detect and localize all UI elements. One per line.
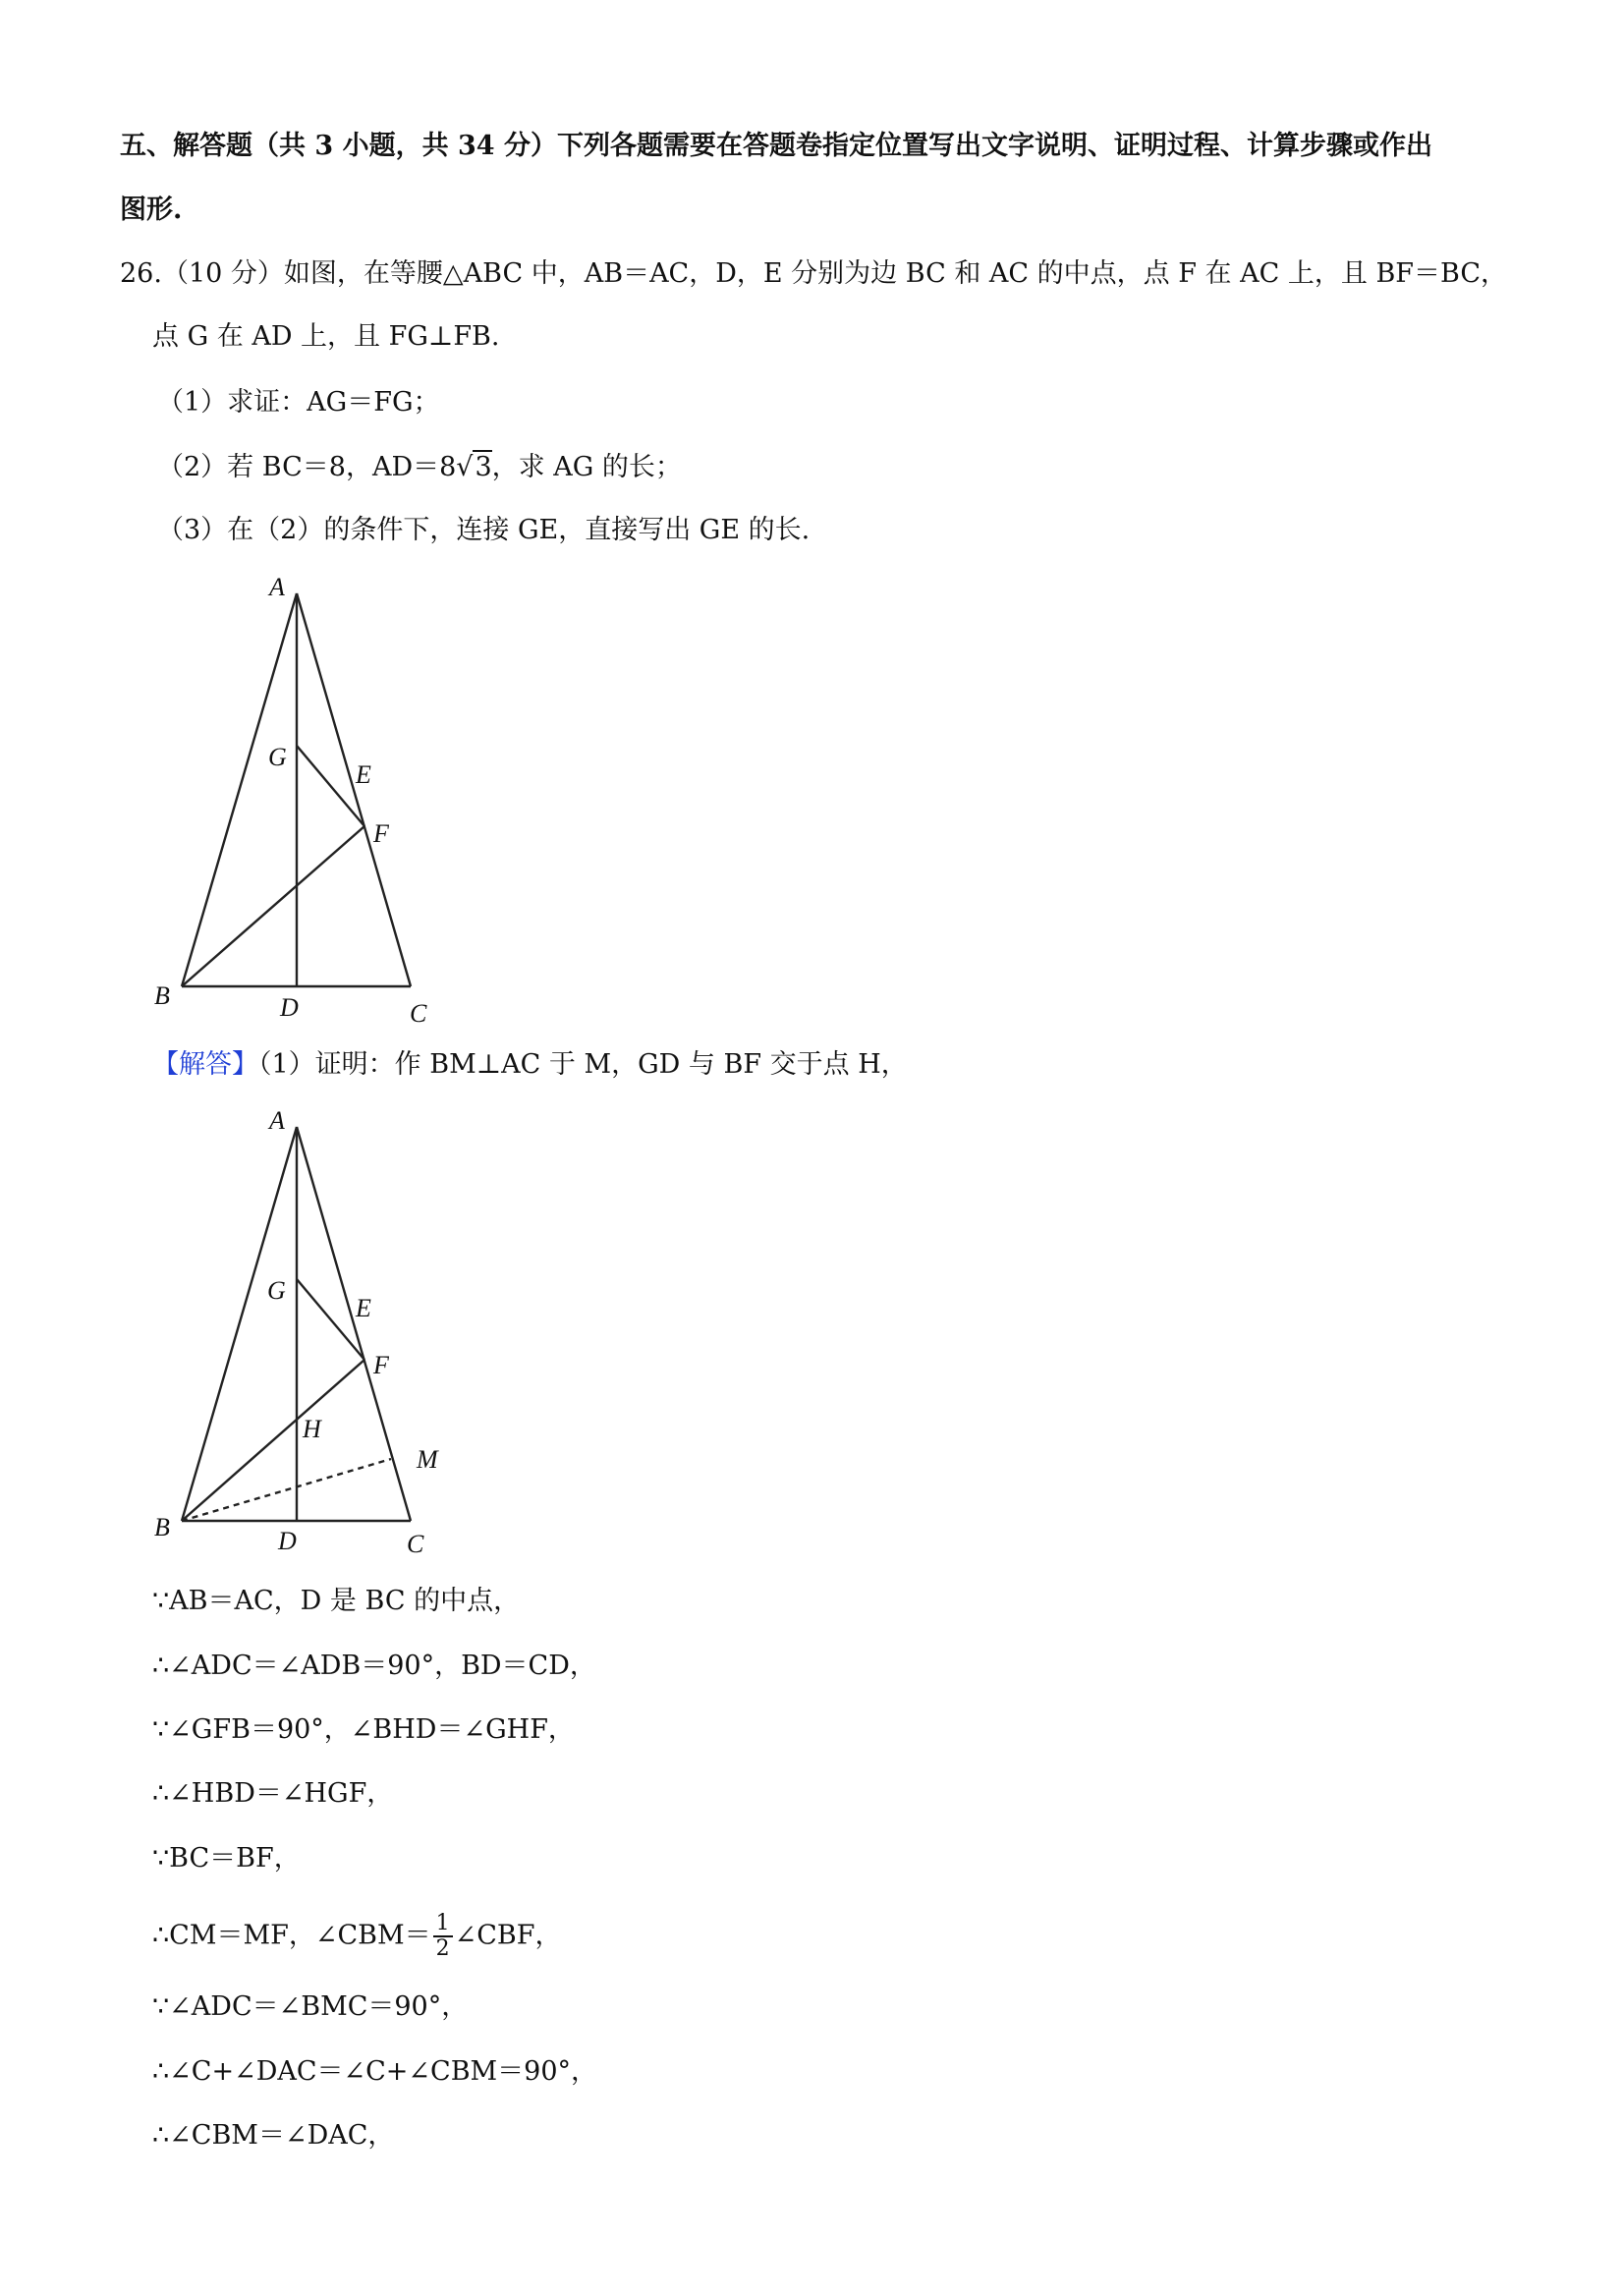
segment-bf: [182, 1360, 364, 1521]
label-a: A: [269, 573, 285, 601]
segment-bm-dashed: [182, 1459, 391, 1521]
question-2-text-end: ，求 AG 的长；: [491, 452, 682, 482]
proof-step-8: ∴∠C+∠DAC＝∠C+∠CBM＝90°，: [152, 2056, 598, 2087]
proof-step-2: ∴∠ADC＝∠ADB＝90°，BD＝CD，: [152, 1651, 596, 1681]
label-c: C: [407, 1530, 424, 1558]
label-e: E: [356, 760, 371, 789]
label-b: B: [154, 981, 170, 1010]
problem-statement-line2: 点 G 在 AD 上，且 FG⊥FB.: [152, 321, 500, 352]
proof-step-5: ∵BC＝BF，: [152, 1843, 301, 1874]
answer-tag: 【解答】: [152, 1049, 258, 1080]
label-h: H: [303, 1415, 321, 1443]
label-d: D: [280, 993, 299, 1022]
sqrt-radicand: 3: [475, 452, 492, 482]
section-header-line1: 五、解答题（共 3 小题，共 34 分）下列各题需要在答题卷指定位置写出文字说明、证明过程、计算步骤或作出: [120, 131, 1432, 161]
fraction-one-half: [433, 1912, 453, 1961]
label-a: A: [269, 1106, 285, 1135]
label-m: M: [417, 1445, 438, 1474]
question-1: （1）求证：AG＝FG；: [157, 387, 440, 418]
label-e: E: [356, 1294, 371, 1322]
fraction-numerator: 1: [433, 1912, 453, 1937]
label-d: D: [278, 1527, 297, 1555]
proof-step-6-text-end: ∠CBF，: [454, 1920, 562, 1951]
label-f: F: [373, 819, 389, 848]
proof-step-7: ∵∠ADC＝∠BMC＝90°，: [152, 1991, 469, 2022]
segment-ac: [297, 1127, 411, 1521]
proof-step-6-text: ∴CM＝MF，∠CBM＝: [152, 1920, 431, 1951]
label-f: F: [373, 1351, 389, 1379]
label-g: G: [267, 1276, 286, 1305]
label-c: C: [410, 999, 427, 1028]
proof-step-1: ∵AB＝AC，D 是 BC 的中点，: [152, 1586, 521, 1616]
segment-gf: [297, 1279, 364, 1360]
proof-step-9: ∴∠CBM＝∠DAC，: [152, 2120, 395, 2151]
label-b: B: [154, 1513, 170, 1541]
question-2-text: （2）若 BC＝8，AD＝8: [157, 452, 457, 482]
sqrt-symbol: √: [456, 452, 474, 482]
answer-intro-text: （1）证明：作 BM⊥AC 于 M，GD 与 BF 交于点 H，: [258, 1049, 908, 1080]
proof-step-3: ∵∠GFB＝90°，∠BHD＝∠GHF，: [152, 1714, 575, 1745]
proof-step-6: [152, 1912, 562, 1961]
fraction-denominator: 2: [435, 1936, 450, 1961]
label-g: G: [268, 743, 287, 771]
problem-statement-line1: 26.（10 分）如图，在等腰△ABC 中，AB＝AC，D，E 分别为边 BC 和 AC 的中点，点 F 在 AC 上，且 BF＝BC，: [120, 258, 1508, 289]
segment-ab: [182, 1127, 297, 1521]
section-header-line2: 图形.: [120, 195, 183, 225]
figure-2-lines: [182, 1127, 411, 1521]
question-3: （3）在（2）的条件下，连接 GE，直接写出 GE 的长.: [157, 515, 811, 545]
proof-step-4: ∴∠HBD＝∠HGF，: [152, 1778, 394, 1809]
